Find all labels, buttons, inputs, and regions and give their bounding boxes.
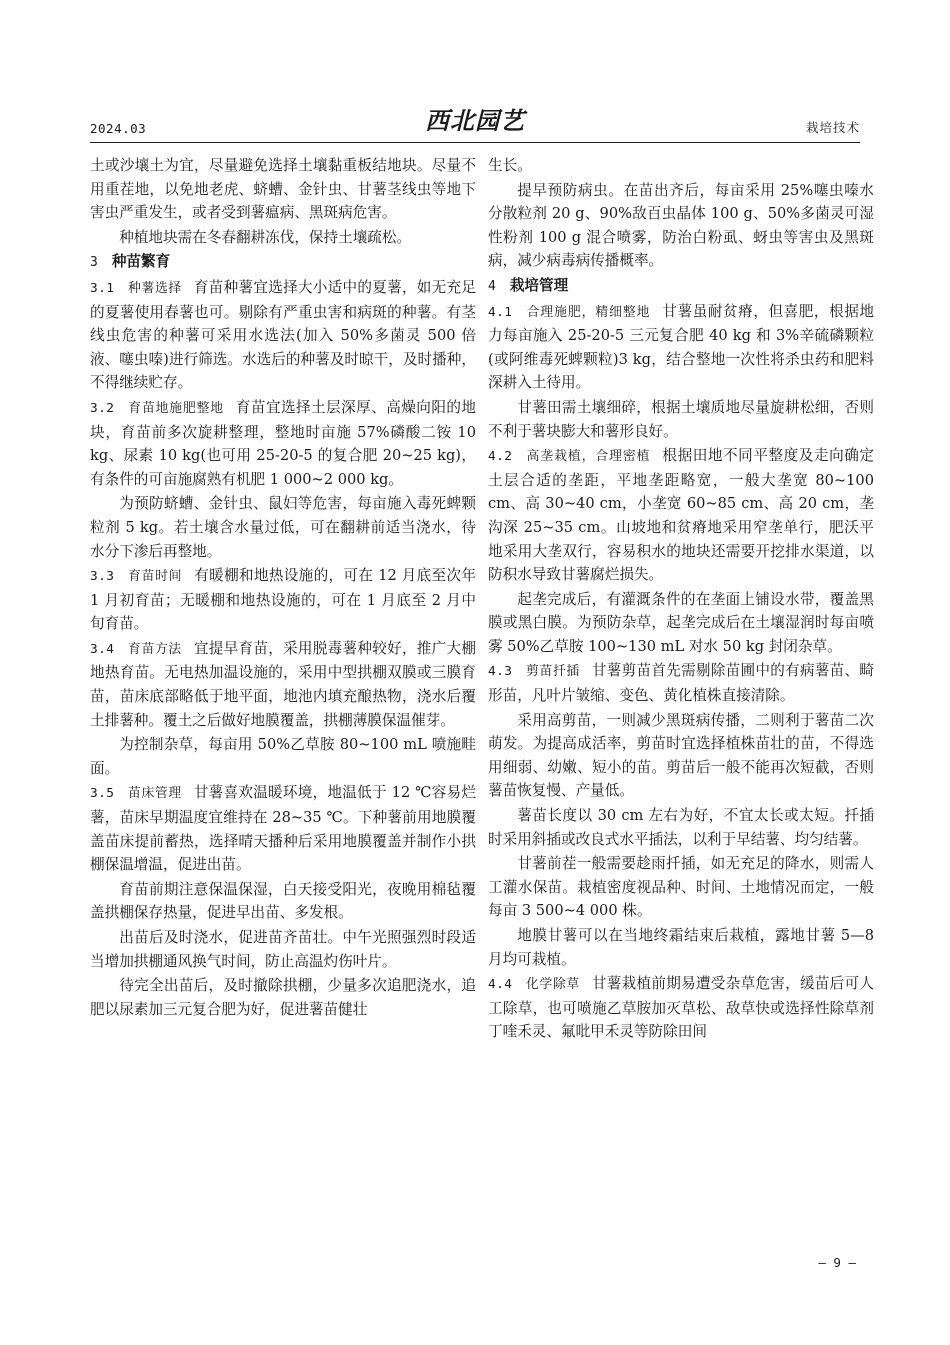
section-title: 种苗繁育: [111, 253, 171, 271]
body-paragraph: [488, 852, 874, 923]
body-paragraph: [488, 804, 874, 851]
subsection-heading: 3.3 育苗时间: [90, 569, 183, 585]
subsection-heading: 3.2 育苗地施肥整地: [90, 400, 224, 416]
paragraph-text: 薯苗长度以 30 cm 左右为好，不宜太长或太短。扦插时采用斜插或改良式水平插法，以利于早结薯、均匀结薯。: [488, 807, 874, 848]
paragraph-text: 为预防蛴螬、金针虫、鼠妇等危害，每亩施入毒死蜱颗粒剂 5 kg。若土壤含水量过低，可在翻耕前适当浇水，待水分下渗后再整地。: [90, 495, 476, 560]
section-number: 3: [90, 255, 98, 271]
body-paragraph: [90, 926, 476, 973]
body-paragraph: [90, 492, 476, 563]
body-paragraph: [90, 226, 476, 250]
section-heading: [488, 274, 874, 299]
body-paragraph: [488, 396, 874, 443]
subsection-heading: 4.1 合理施肥，精细整地: [488, 304, 651, 320]
left-column: [90, 154, 476, 1022]
body-paragraph: [488, 709, 874, 803]
paragraph-text: 待完全出苗后，及时撤除拱棚，少量多次追肥浇水，追肥以尿素加三元复合肥为好，促进薯苗健壮: [90, 977, 476, 1018]
page-number: — 9 —: [818, 1255, 856, 1270]
issue-date: 2024.03: [90, 121, 147, 136]
right-column: [488, 154, 874, 1045]
paragraph-text: 土或沙壤土为宜，尽量避免选择土壤黏重板结地块。尽量不用重茬地，以免地老虎、蛴螬、金针虫、甘薯茎线虫等地下害虫严重发生，或者受到薯瘟病、黑斑病危害。: [90, 157, 476, 222]
subsection-heading: 4.4 化学除草: [488, 977, 580, 993]
subsection-paragraph: [90, 276, 476, 395]
paragraph-text: 种植地块需在冬春翻耕冻伐，保持土壤疏松。: [119, 228, 412, 246]
section-title: 栽培管理: [509, 276, 569, 294]
header-divider: [90, 142, 860, 143]
subsection-paragraph: [90, 781, 476, 876]
body-paragraph: [488, 179, 874, 273]
paragraph-text: 甘薯剪苗首先需剔除苗圃中的有病薯苗、畸形苗，凡叶片皱缩、变色、黄化植株直接清除。: [488, 662, 874, 705]
subsection-heading: 4.3 剪苗扦插: [488, 664, 580, 680]
paragraph-text: 甘薯栽植前期易遭受杂草危害，缓苗后可人工除草，也可喷施乙草胺加灭草松、敌草快或选择性除草剂丁喹禾灵、氟吡甲禾灵等防除田间: [488, 975, 874, 1041]
paragraph-text: 生长。: [488, 157, 532, 174]
body-paragraph: [488, 154, 874, 178]
page-header: [90, 104, 860, 140]
paragraph-text: 育苗种薯宜选择大小适中的夏薯，如无充足的夏薯使用春薯也可。剔除有严重虫害和病斑的种薯。有茎线虫危害的种薯可采用水选法(加入 50%多菌灵 500 倍液、噻虫嗪)进行筛选。水选后的种薯及时晾干，及时播种，不得继续贮存。: [90, 278, 476, 392]
paragraph-text: 甘薯田需土壤细碎，根据土壤质地尽量旋耕松细，否则不利于薯块膨大和薯形良好。: [488, 398, 874, 440]
subsection-paragraph: [488, 972, 874, 1044]
body-paragraph: [90, 154, 476, 225]
subsection-paragraph: [488, 300, 874, 395]
paragraph-text: 提早预防病虫。在苗出齐后，每亩采用 25%噻虫嗪水分散粒剂 20 g、90%敌百虫晶体 100 g、50%多菌灵可湿性粉剂 100 g 混合喷雾，防治白粉虱、蚜虫等害虫及黑斑病，减少病毒病传播概率。: [488, 181, 874, 270]
paragraph-text: 采用高剪苗，一则减少黑斑病传播，二则利于薯苗二次萌发。为提高成活率，剪苗时宜选择植株苗壮的苗，不得选用细弱、幼嫩、短小的苗。剪苗后一般不能再次短截，否则薯苗恢复慢、产量低。: [488, 711, 874, 800]
subsection-paragraph: [90, 564, 476, 636]
subsection-paragraph: [90, 637, 476, 732]
paragraph-text: 甘薯喜欢温暖环境，地温低于 12 ℃容易烂薯，苗床早期温度宜维持在 28~35 ℃。下种薯前用地膜覆盖苗床提前蓄热，选择晴天播种后采用地膜覆盖并制作小拱棚保温增温，促进出苗。: [90, 784, 476, 874]
paragraph-text: 育苗前期注意保温保湿，白天接受阳光，夜晚用棉毡覆盖拱棚保存热量，促进早出苗、多发根。: [90, 880, 476, 922]
subsection-paragraph: [90, 396, 476, 491]
subsection-heading: 4.2 高垄栽植，合理密植: [488, 449, 651, 465]
paragraph-text: 育苗宜选择土层深厚、高燥向阳的地块，育苗前多次旋耕整理，整地时亩施 57%磷酸二铵 10 kg、尿素 10 kg(也可用 25-20-5 的复合肥 20~25 kg)，有条件的可亩施腐熟有机肥 1 000~2 000 kg。: [90, 398, 476, 488]
body-paragraph: [90, 733, 476, 780]
subsection-heading: 3.1 种薯选择: [90, 280, 182, 296]
body-paragraph: [488, 924, 874, 971]
paragraph-text: 出苗后及时浇水，促进苗齐苗壮。中午光照强烈时段适当增加拱棚通风换气时间，防止高温灼伤叶片。: [90, 929, 476, 970]
paragraph-text: 宜提早育苗，采用脱毒薯种较好，推广大棚地热育苗。无电热加温设施的，采用中型拱棚双膜或三膜育苗，苗床底部略低于地平面，地池内填充酿热物，浇水后覆土排薯种。覆土之后做好地膜覆盖，拱棚薄膜保温催芽。: [90, 639, 476, 729]
paragraph-text: 甘薯虽耐贫瘠，但喜肥，根据地力每亩施入 25-20-5 三元复合肥 40 kg 和 3%辛硫磷颗粒(或阿维毒死蜱颗粒)3 kg，结合整地一次性将杀虫药和肥料深耕入土待用。: [488, 302, 874, 392]
paragraph-text: 起垄完成后，有灌溉条件的在垄面上铺设水带，覆盖黑膜或黑白膜。为预防杂草，起垄完成后在土壤湿润时每亩喷雾 50%乙草胺 100~130 mL 对水 50 kg 封闭杂草。: [488, 590, 874, 655]
paragraph-text: 甘薯前茬一般需要趁雨扦插，如无充足的降水，则需人工灌水保苗。栽植密度视品种、时间、土地情况而定，一般每亩 3 500~4 000 株。: [488, 855, 874, 920]
section-title: 栽培技术: [805, 120, 860, 135]
body-paragraph: [488, 588, 874, 659]
body-paragraph: [90, 878, 476, 925]
subsection-heading: 3.4 育苗方法: [90, 641, 182, 657]
paragraph-text: 为控制杂草，每亩用 50%乙草胺 80~100 mL 喷施畦面。: [90, 736, 476, 777]
paragraph-text: 地膜甘薯可以在当地终霜结束后栽植，露地甘薯 5—8 月均可栽植。: [488, 927, 874, 968]
paragraph-text: 根据田地不同平整度及走向确定土层合适的垄距，平地垄距略宽，一般大垄宽 80~100 cm、高 30~40 cm，小垄宽 60~85 cm、高 20 cm，垄沟深 25~35 cm。山坡地和贫瘠地采用窄垄单行，肥沃平地采用大垄双行，容易积水的地块还需要开挖排水渠道，以防积水导致甘薯腐烂损失。: [488, 447, 874, 584]
body-paragraph: [90, 974, 476, 1021]
subsection-paragraph: [488, 659, 874, 707]
paragraph-text: 有暖棚和地热设施的，可在 12 月底至次年 1 月初育苗；无暖棚和地热设施的，可在 1 月底至 2 月中旬育苗。: [90, 567, 476, 633]
subsection-paragraph: [488, 444, 874, 587]
journal-logo: 西北园艺: [425, 106, 525, 135]
section-number: 4: [488, 278, 496, 294]
section-heading: [90, 250, 476, 275]
subsection-heading: 3.5 苗床管理: [90, 786, 182, 802]
